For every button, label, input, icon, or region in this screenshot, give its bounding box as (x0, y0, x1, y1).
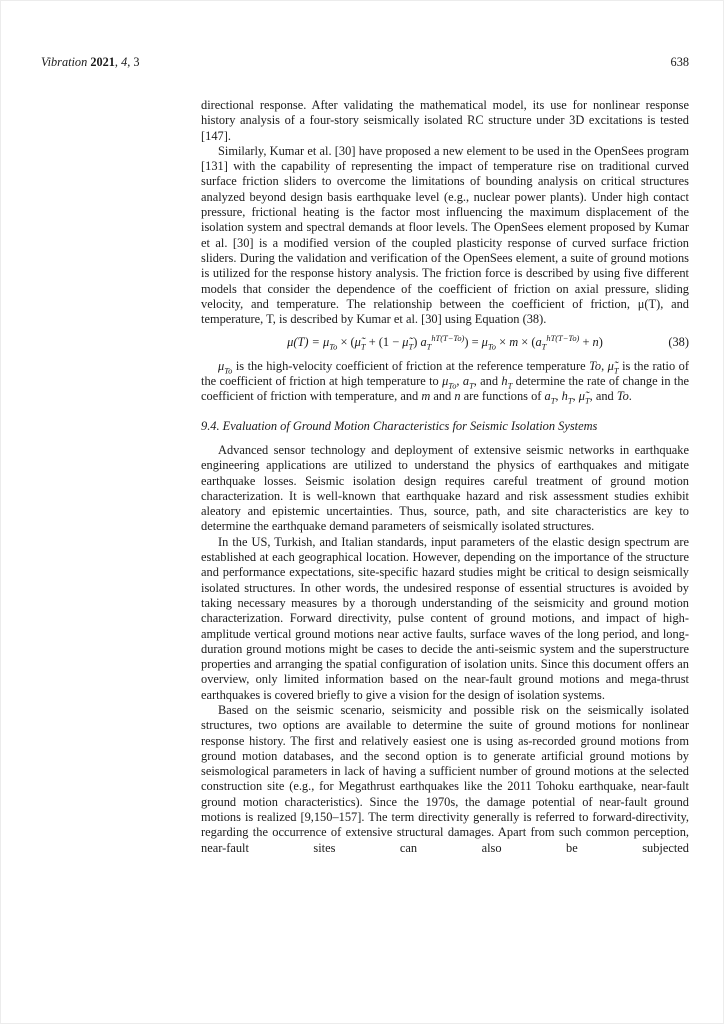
journal-citation: Vibration 2021, 4, 3 (41, 55, 140, 69)
page-number: 638 (670, 55, 689, 69)
equation-number: (38) (668, 335, 689, 350)
journal-volume: 4 (121, 55, 128, 69)
body-paragraph-3: $\mu_{To}$ is the high-velocity coefficient of friction at the reference temperature To, $\mũ_T$ is the ratio of the coefficient of friction at high temperature to $\mu_{To}$, $a_T$, and $h_T$ determine the rate of change in the coefficient of friction with temperature, and m and n are functions of $a_T$, $h_T$, $\mũ_T$, and To. (201, 358, 690, 406)
body-paragraph-5: In the US, Turkish, and Italian standards, input parameters of the elastic design spectrum are established at each geographical location. However, depending on the importance of the structure and performance expectations, site-specific hazard studies might be critical to design seismically isolated structures. In other words, the undesired response of essential structures is avoided by taking necessary measures by a thorough understanding of the seismicity and ground motion characterization. Forward directivity, pulse content of ground motions, and impact of high-amplitude vertical ground motions near active faults, surface waves of the long period, and long-duration ground motions might be cases to decide the anti-seismic system and the superstructure properties and arranging the spatial configuration of isolation units. Since this document offers an overview, only limited information based on the near-fault ground motions and mega-thrust earthquakes is covered briefly to give a vision for the design of isolation systems. (201, 534, 689, 702)
body-paragraph-6: Based on the seismic scenario, seismicity and possible risk on the seismically isolated structures, two options are available to determine the suite of ground motions for nonlinear response history. The first and relatively easiest one is using as-recorded ground motions from ground motion databases, and the second option is to generate artificial ground motions by seismological parameters in lack of having a sufficient number of ground motions at the selected construction site (e.g., for Megathrust earthquakes like the 2011 Tohoku earthquake, near-fault ground motion characteristics). Since the 1970s, the damage potential of near-fault ground motions is realized [9,150–157]. The term directivity generally is referred to forward-directivity, regarding the occurrence of extensive structural damages. Apart from such common perception, near-fault sites can also be subjected (201, 702, 689, 855)
body-paragraph-2: Similarly, Kumar et al. [30] have proposed a new element to be used in the OpenSees program [131] with the capability of representing the impact of temperature rise on traditional curved surface friction sliders to overcome the limitations of bounding analysis on critical structures analyzed beyond design basis earthquake level (e.g., nuclear power plants). Under high contact pressure, frictional heating is the factor most influencing the maximum displacement of the isolation system and spectral demands at floor levels. The OpenSees element proposed by Kumar et al. [30] is a modified version of the coupled plasticity response of curved surface friction sliders. During the validation and verification of the OpenSees element, a suite of ground motions is utilized for the response history analysis. The friction force is described by using five different models that consider the dependence of the coefficient of friction on axial pressure, sliding velocity, and temperature. The relationship between the coefficient of friction, μ(T), and temperature, T, is described by Kumar et al. [30] using Equation (38). (201, 143, 689, 327)
section-heading-9-4: 9.4. Evaluation of Ground Motion Characteristics for Seismic Isolation Systems (201, 418, 598, 433)
journal-name: Vibration (41, 55, 88, 69)
body-paragraph-4: Advanced sensor technology and deployment of extensive seismic networks in earthquake engineering applications are utilized to understand the physics of earthquakes and mitigate earthquake losses. Seismic isolation design requires careful treatment of ground motion characterization. It is well-known that earthquake hazard and risk assessment studies exhibit aleatory and epistemic uncertainties. Thus, source, path, and site characteristics are key to determine the earthquake demand parameters of seismically isolated structures. (201, 442, 689, 534)
article-body (201, 98, 689, 856)
body-paragraph-1: directional response. After validating the mathematical model, its use for nonlinear response history analysis of a four-story seismically isolated RC structure under 3D excitations is tested [147]. (201, 98, 689, 143)
equation-38 (201, 335, 689, 350)
page-header (41, 55, 689, 70)
journal-year: 2021 (90, 55, 115, 69)
equation-body: $\mu(T) = \mu_{To}$ × ($\mũ_T + (1$ − $\mũ_T$) $a_T^{hT(T-To)}) = \mu_{To} \times m \times (a_T^{hT(T-To)} + n)$ (287, 333, 603, 352)
